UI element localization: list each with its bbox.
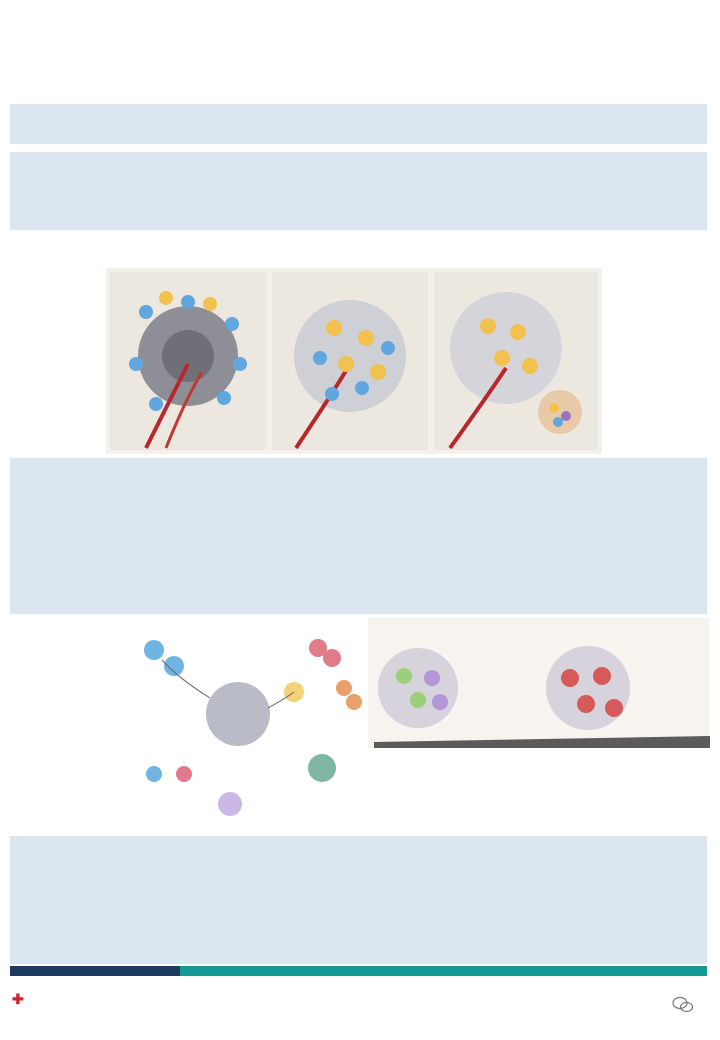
wechat-watermark bbox=[672, 996, 700, 1014]
note-genotype bbox=[10, 836, 707, 964]
summary-box bbox=[10, 152, 707, 230]
panel-b bbox=[272, 272, 428, 450]
time-classification-figure bbox=[106, 268, 602, 454]
citation-bar bbox=[10, 104, 707, 144]
tumor-genotype-figure bbox=[118, 618, 710, 830]
cross-icon: ✚ bbox=[12, 992, 25, 1008]
panel-a bbox=[110, 272, 266, 450]
panel-c bbox=[434, 272, 598, 450]
note-time-classes bbox=[10, 458, 707, 614]
footer-color-bar bbox=[10, 966, 707, 976]
wechat-icon bbox=[672, 996, 694, 1014]
hygea-logo bbox=[12, 992, 25, 1018]
mid-panel-b bbox=[368, 618, 710, 748]
